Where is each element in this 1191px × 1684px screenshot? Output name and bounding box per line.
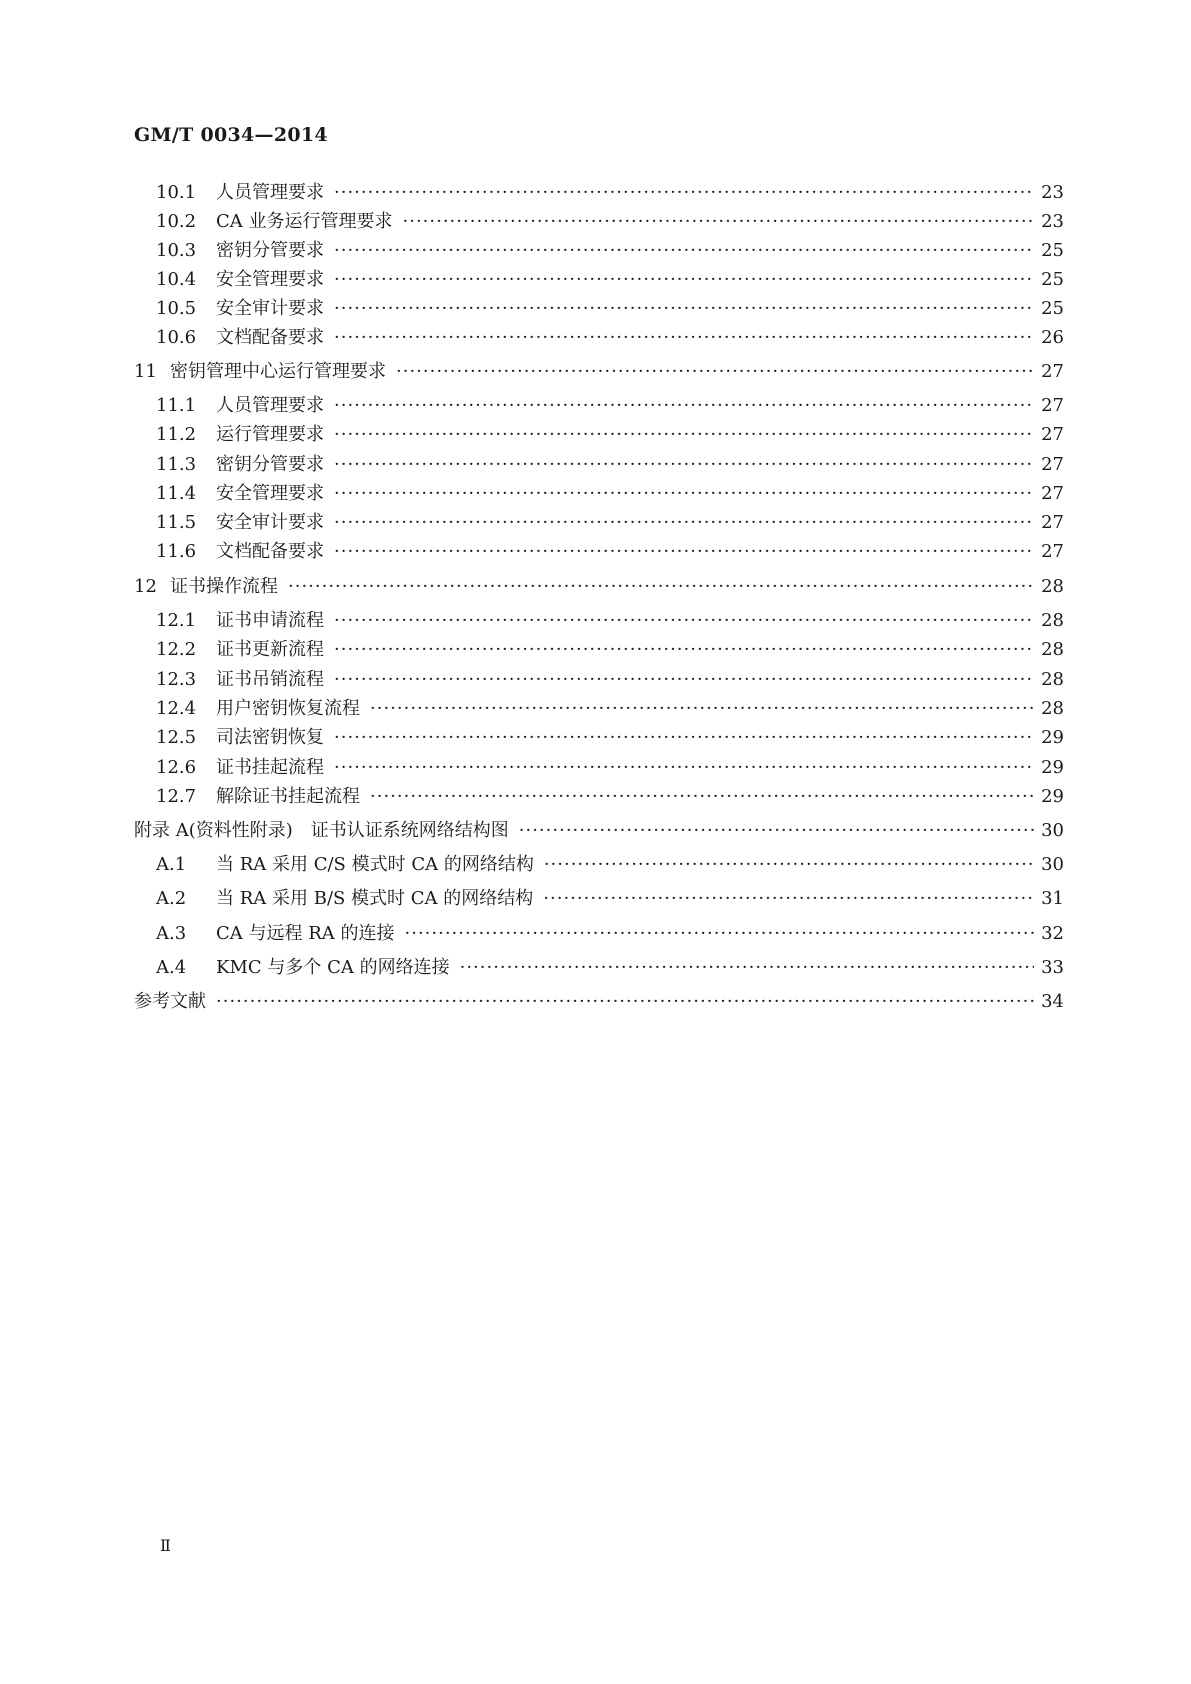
toc-page: 25 (1041, 298, 1064, 319)
toc-number: A.3 (156, 923, 187, 944)
toc-entry[interactable] (156, 608, 1064, 634)
toc-title: 证书吊销流程 (216, 669, 324, 690)
toc-page: 29 (1041, 757, 1064, 778)
toc-page: 23 (1041, 182, 1064, 203)
dot-leader (334, 422, 1034, 448)
toc-title: 证书更新流程 (216, 639, 324, 660)
toc-title: 文档配备要求 (216, 327, 324, 348)
toc-page: 27 (1041, 541, 1064, 562)
dot-leader (405, 921, 1035, 947)
toc-number: 10.6 (156, 327, 197, 348)
toc-entry[interactable] (156, 784, 1064, 810)
dot-leader (334, 452, 1034, 478)
toc-number: A.2 (156, 888, 187, 909)
toc-entry[interactable] (156, 539, 1064, 565)
toc-page: 27 (1041, 512, 1064, 533)
toc-number: 12 (134, 576, 157, 597)
dot-leader (334, 539, 1034, 565)
toc-number: 10.2 (156, 211, 197, 232)
dot-leader (288, 574, 1034, 600)
dot-leader (396, 359, 1034, 385)
toc-entry[interactable] (156, 852, 1064, 878)
dot-leader (334, 325, 1034, 351)
toc-title: KMC 与多个 CA 的网络连接 (216, 957, 450, 978)
toc-title: 附录 A(资料性附录) 证书认证系统网络结构图 (134, 820, 509, 841)
toc-entry[interactable] (134, 818, 1064, 844)
toc-title: 密钥管理中心运行管理要求 (170, 361, 386, 382)
toc-page: 28 (1041, 610, 1064, 631)
toc-title: CA 业务运行管理要求 (216, 211, 393, 232)
dot-leader (334, 667, 1034, 693)
toc-title: 人员管理要求 (216, 182, 324, 203)
toc-title: 证书操作流程 (170, 576, 278, 597)
toc-entry[interactable] (134, 989, 1064, 1015)
toc-page: 26 (1041, 327, 1064, 348)
dot-leader (334, 481, 1034, 507)
toc-number: 11.2 (156, 424, 197, 445)
toc-page: 25 (1041, 269, 1064, 290)
toc-page: 28 (1041, 576, 1064, 597)
toc-title: 文档配备要求 (216, 541, 324, 562)
toc-entry[interactable] (134, 359, 1064, 385)
toc-number: 11 (134, 361, 157, 382)
dot-leader (334, 267, 1034, 293)
dot-leader (334, 296, 1034, 322)
dot-leader (460, 955, 1034, 981)
toc-title: 密钥分管要求 (216, 454, 324, 475)
toc-page: 27 (1041, 395, 1064, 416)
toc-title: 运行管理要求 (216, 424, 324, 445)
toc-title: 安全管理要求 (216, 269, 324, 290)
document-id: GM/T 0034—2014 (134, 124, 328, 146)
toc-title: 司法密钥恢复 (216, 727, 324, 748)
toc-page: 32 (1041, 923, 1064, 944)
toc-entry[interactable] (156, 422, 1064, 448)
toc-page: 30 (1041, 854, 1064, 875)
dot-leader (544, 852, 1034, 878)
dot-leader (370, 784, 1034, 810)
toc-number: 11.4 (156, 483, 197, 504)
toc-title: 密钥分管要求 (216, 240, 324, 261)
toc-number: A.4 (156, 957, 187, 978)
toc-title: 安全管理要求 (216, 483, 324, 504)
toc-entry[interactable] (156, 955, 1064, 981)
toc-number: 10.5 (156, 298, 197, 319)
toc-number: A.1 (156, 854, 187, 875)
dot-leader (370, 696, 1034, 722)
toc-page: 30 (1041, 820, 1064, 841)
toc-title: 参考文献 (134, 991, 206, 1012)
toc-title: 解除证书挂起流程 (216, 786, 360, 807)
toc-entry[interactable] (156, 725, 1064, 751)
dot-leader (334, 238, 1034, 264)
toc-title: 用户密钥恢复流程 (216, 698, 360, 719)
toc-title: 证书挂起流程 (216, 757, 324, 778)
toc-number: 12.3 (156, 669, 197, 690)
toc-title: 当 RA 采用 C/S 模式时 CA 的网络结构 (216, 854, 534, 875)
toc-page: 31 (1041, 888, 1064, 909)
toc-entry[interactable] (156, 886, 1064, 912)
toc-number: 10.4 (156, 269, 197, 290)
toc-number: 11.5 (156, 512, 197, 533)
toc-number: 12.2 (156, 639, 197, 660)
toc-page: 28 (1041, 639, 1064, 660)
toc-number: 11.6 (156, 541, 197, 562)
toc-entry[interactable] (156, 667, 1064, 693)
toc-entry[interactable] (156, 637, 1064, 663)
toc-entry[interactable] (156, 696, 1064, 722)
toc-entry[interactable] (156, 755, 1064, 781)
toc-entry[interactable] (156, 296, 1064, 322)
toc-number: 12.6 (156, 757, 197, 778)
toc-page: 27 (1041, 454, 1064, 475)
dot-leader (334, 637, 1034, 663)
toc-number: 12.1 (156, 610, 197, 631)
toc-entry[interactable] (134, 574, 1064, 600)
dot-leader (334, 755, 1034, 781)
toc-title: 安全审计要求 (216, 298, 324, 319)
toc-page: 28 (1041, 698, 1064, 719)
toc-entry[interactable] (156, 452, 1064, 478)
dot-leader (519, 818, 1034, 844)
toc-title: 安全审计要求 (216, 512, 324, 533)
toc-entry[interactable] (156, 393, 1064, 419)
dot-leader (403, 209, 1035, 235)
page-number-roman: Ⅱ (160, 1536, 171, 1555)
toc-page: 29 (1041, 786, 1064, 807)
toc-number: 12.7 (156, 786, 197, 807)
toc-title: 证书申请流程 (216, 610, 324, 631)
toc-number: 11.1 (156, 395, 197, 416)
toc-number: 12.4 (156, 698, 197, 719)
toc-page: 27 (1041, 424, 1064, 445)
toc-title: 当 RA 采用 B/S 模式时 CA 的网络结构 (216, 888, 534, 909)
toc-page: 33 (1041, 957, 1064, 978)
toc-number: 11.3 (156, 454, 197, 475)
toc-entry[interactable] (156, 510, 1064, 536)
toc-number: 10.3 (156, 240, 197, 261)
dot-leader (334, 180, 1034, 206)
toc-entry[interactable] (156, 325, 1064, 351)
toc-title: CA 与远程 RA 的连接 (216, 923, 395, 944)
dot-leader (334, 725, 1034, 751)
toc-title: 人员管理要求 (216, 395, 324, 416)
toc-entry[interactable] (156, 209, 1064, 235)
dot-leader (334, 393, 1034, 419)
toc-page: 27 (1041, 361, 1064, 382)
toc-entry[interactable] (156, 267, 1064, 293)
toc-entry[interactable] (156, 921, 1064, 947)
dot-leader (543, 886, 1034, 912)
toc-entry[interactable] (156, 180, 1064, 206)
toc-number: 12.5 (156, 727, 197, 748)
toc-page: 25 (1041, 240, 1064, 261)
dot-leader (216, 989, 1034, 1015)
toc-page: 28 (1041, 669, 1064, 690)
dot-leader (334, 608, 1034, 634)
toc-entry[interactable] (156, 481, 1064, 507)
toc-number: 10.1 (156, 182, 197, 203)
toc-page: 27 (1041, 483, 1064, 504)
toc-page: 23 (1041, 211, 1064, 232)
toc-page: 34 (1041, 991, 1064, 1012)
toc-page: 29 (1041, 727, 1064, 748)
toc-entry[interactable] (156, 238, 1064, 264)
dot-leader (334, 510, 1034, 536)
